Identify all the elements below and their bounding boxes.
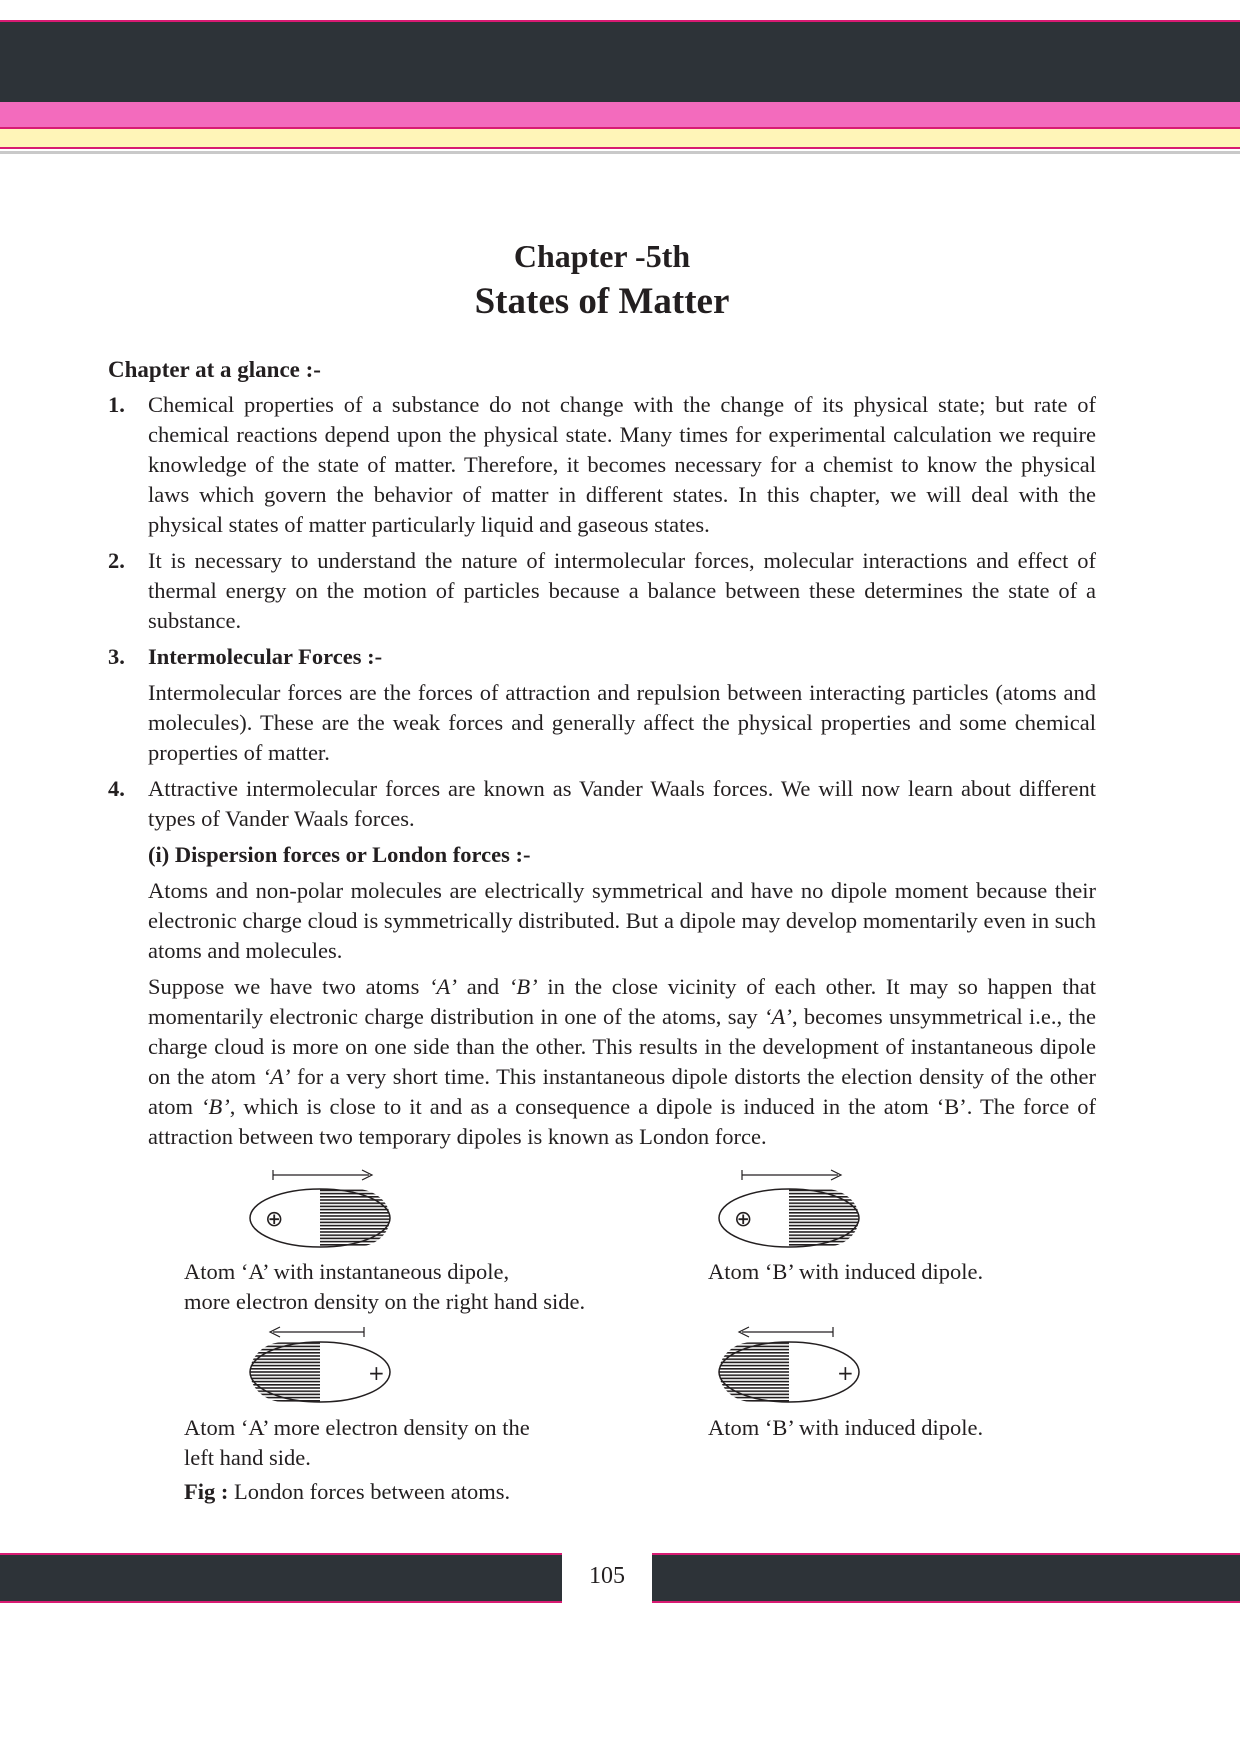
header-pink-band [0, 102, 1240, 129]
list-item-2 [108, 546, 1096, 636]
list-item-4 [108, 774, 1096, 1152]
dispersion-paragraph-1: Atoms and non-polar molecules are electrically symmetrical and have no dipole moment because their electronic charge cloud is symmetrically distributed. But a dipole may develop momentarily even in such atoms and molecules. [148, 878, 1096, 963]
page-number: 105 [589, 1563, 625, 1589]
item-number: 3. [108, 644, 125, 669]
circled-plus-icon: ⊕ [734, 1207, 753, 1232]
chapter-title: States of Matter [474, 281, 730, 322]
chapter-number: Chapter -5th [513, 238, 691, 274]
item-number: 2. [108, 548, 125, 573]
section-heading: Chapter at a glance :- [108, 357, 321, 382]
item-text: Chemical properties of a substance do not change with the change of its physical state; but rate of chemical reactions depend upon the physical state. Many times for experimental calculation we require knowledge of the state of matter. Therefore, it becomes necessary for a chemist to know the physical laws which govern the behavior of matter in different states. In this chapter, we will deal with the physical states of matter particularly liquid and gaseous states. [148, 392, 1096, 537]
item-text: It is necessary to understand the nature of intermolecular forces, molecular interactions and effect of thermal energy on the motion of particles because a balance between these determines the state of a substance. [148, 548, 1096, 633]
item-heading: Intermolecular Forces :- [148, 644, 383, 669]
atom-b-induced-dipole-diagram [705, 1164, 875, 1250]
dispersion-paragraph-2: Suppose we have two atoms ‘A’ and ‘B’ in the close vicinity of each other. It may so happen that momentarily electronic charge distribution in one of the atoms, say ‘A’, becomes unsymmetrical i.e., the charge cloud is more on one side than the other. This results in the development of instantaneous dipole on the atom ‘A’ for a very short time. This instantaneous dipole distorts the election density of the other atom ‘B’, which is close to it and as a consequence a dipole is induced in the atom ‘B’. The force of attraction between two temporary dipoles is known as London force. [148, 974, 1096, 1149]
figure-caption: Fig : London forces between atoms. [184, 1479, 511, 1504]
header-yellow-band [0, 129, 1240, 149]
item-number: 1. [108, 392, 125, 417]
plus-icon: + [368, 1361, 385, 1385]
subsection-heading: (i) Dispersion forces or London forces :- [148, 842, 531, 867]
plus-icon: + [837, 1361, 854, 1385]
item-number: 4. [108, 776, 125, 801]
footer-right-band [652, 1553, 1240, 1603]
header-gray-rule [0, 151, 1240, 154]
header-dark-band [0, 20, 1240, 102]
atom-a-instantaneous-dipole-diagram [236, 1164, 406, 1250]
item-text: Intermolecular forces are the forces of attraction and repulsion between interacting particles (atoms and molecules). These are the weak forces and generally affect the physical properties and some chemical properties of matter. [148, 680, 1096, 765]
list-item-3 [108, 642, 1096, 768]
caption-atom-b-induced-2: Atom ‘B’ with induced dipole. [708, 1415, 984, 1440]
caption-atom-a-instantaneous: Atom ‘A’ with instantaneous dipole, more electron density on the right hand side. [184, 1259, 586, 1314]
atom-b-left-density-diagram [705, 1320, 875, 1406]
footer-left-band [0, 1553, 562, 1603]
atom-a-left-density-diagram [236, 1320, 406, 1406]
main-content [108, 390, 1096, 1158]
caption-atom-b-induced-1: Atom ‘B’ with induced dipole. [708, 1259, 984, 1284]
item-text: Attractive intermolecular forces are known as Vander Waals forces. We will now learn about different types of Vander Waals forces. [148, 776, 1096, 831]
caption-atom-a-left-density: Atom ‘A’ more electron density on the left hand side. [184, 1415, 530, 1470]
circled-plus-icon: ⊕ [265, 1207, 284, 1232]
list-item-1 [108, 390, 1096, 540]
